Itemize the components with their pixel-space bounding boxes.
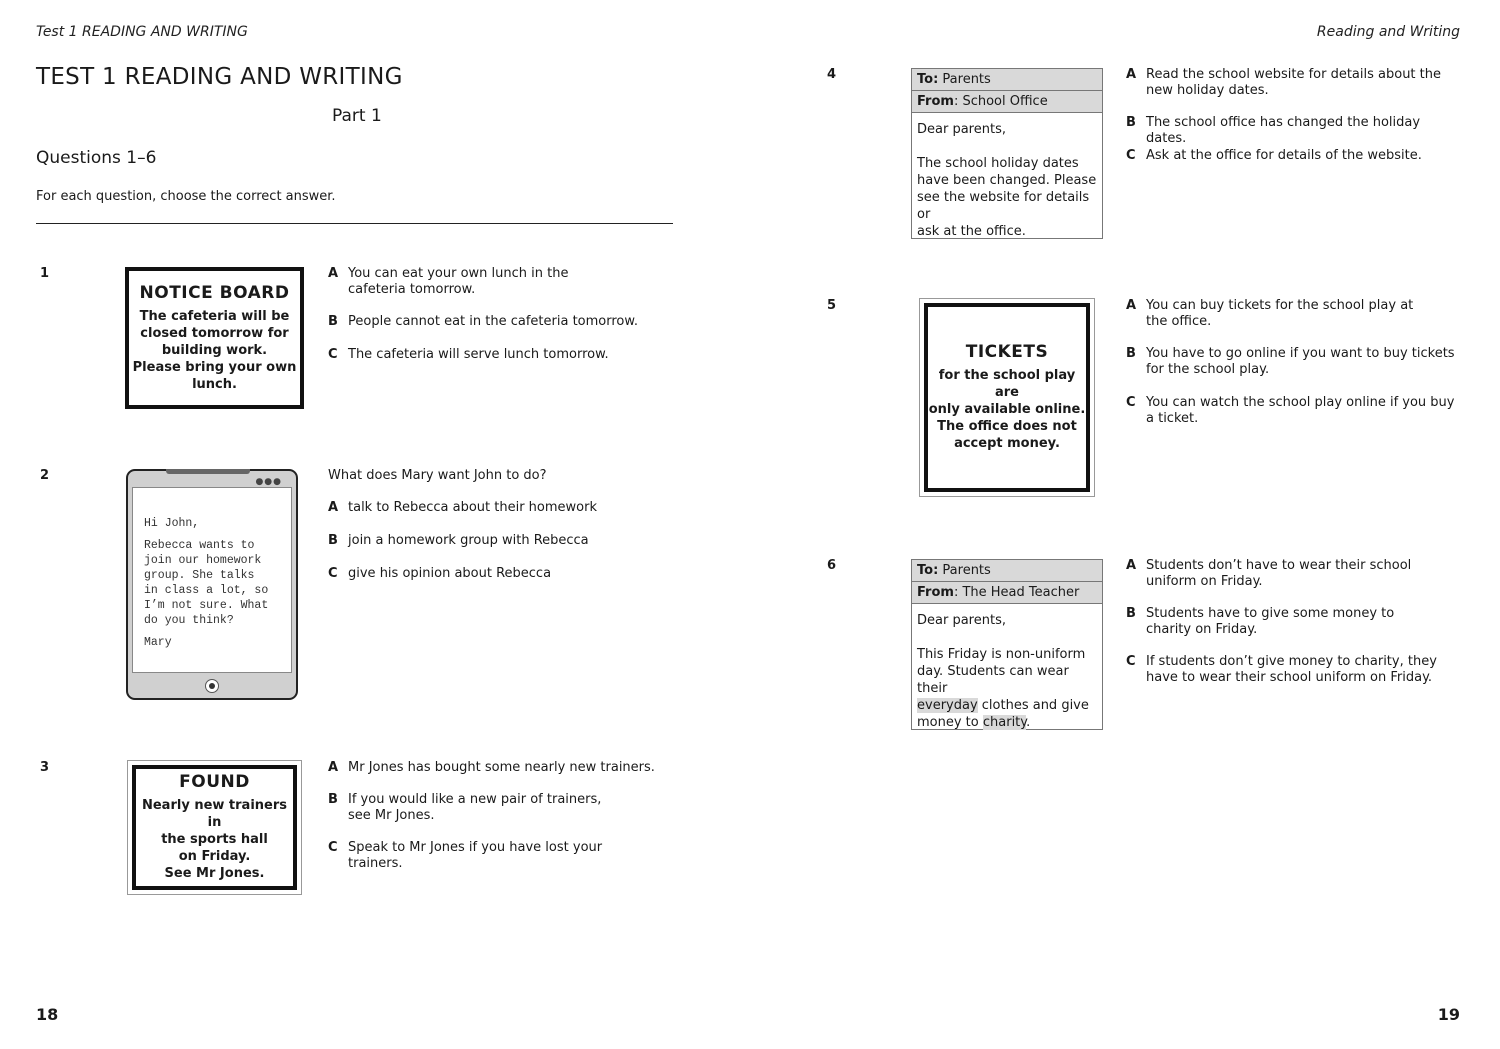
answer-option-2c[interactable] bbox=[328, 566, 648, 582]
option-letter: C bbox=[328, 566, 338, 581]
answer-option-6b[interactable] bbox=[1126, 606, 1436, 638]
question-number-6: 6 bbox=[827, 558, 837, 573]
memo-to-row bbox=[912, 560, 1102, 582]
option-text: If students don’t give money to charity, they have to wear their school uniform on Friday. bbox=[1146, 654, 1437, 685]
found-sign bbox=[127, 760, 302, 895]
questions-heading: Questions 1–6 bbox=[36, 148, 157, 168]
memo-text: money to bbox=[917, 715, 983, 730]
option-text: talk to Rebecca about their homework bbox=[348, 500, 597, 515]
sign-heading: FOUND bbox=[179, 771, 250, 792]
option-text: You can eat your own lunch in the cafeteria tomorrow. bbox=[348, 266, 569, 297]
option-letter: B bbox=[1126, 606, 1136, 621]
option-letter: A bbox=[328, 500, 339, 515]
message-line: group. She talks bbox=[144, 569, 255, 582]
sign-line: The office does not bbox=[937, 418, 1077, 434]
instruction-text: For each question, choose the correct answer. bbox=[36, 189, 336, 204]
option-letter: A bbox=[1126, 298, 1137, 313]
answer-option-1a[interactable] bbox=[328, 266, 628, 298]
sign-heading: NOTICE BOARD bbox=[139, 283, 290, 303]
message-line: join our homework bbox=[144, 554, 262, 567]
answer-option-6a[interactable] bbox=[1126, 558, 1456, 590]
sign-line: accept money. bbox=[954, 435, 1060, 451]
option-text: If you would like a new pair of trainers, see Mr Jones. bbox=[348, 792, 602, 823]
question-number-5: 5 bbox=[827, 298, 837, 313]
answer-option-4a[interactable] bbox=[1126, 67, 1456, 99]
from-label: From bbox=[917, 585, 954, 600]
answer-option-1c[interactable] bbox=[328, 347, 648, 363]
option-letter: C bbox=[1126, 395, 1136, 410]
option-text: Students don’t have to wear their school uniform on Friday. bbox=[1146, 558, 1412, 589]
answer-option-2a[interactable] bbox=[328, 500, 648, 516]
memo-from-row bbox=[912, 582, 1102, 604]
sign-line: building work. bbox=[161, 343, 268, 358]
answer-option-3b[interactable] bbox=[328, 792, 628, 824]
memo-line bbox=[917, 697, 1097, 714]
message-greeting: Hi John, bbox=[144, 517, 200, 530]
memo-line: see the website for details or bbox=[917, 190, 1090, 222]
option-letter: A bbox=[1126, 67, 1137, 82]
option-letter: B bbox=[328, 314, 338, 329]
question-number-4: 4 bbox=[827, 67, 837, 82]
option-text: give his opinion about Rebecca bbox=[348, 566, 552, 581]
answer-option-3c[interactable] bbox=[328, 840, 658, 872]
message-line: in class a lot, so bbox=[144, 584, 269, 597]
answer-option-2b[interactable] bbox=[328, 533, 648, 549]
phone-speaker bbox=[166, 469, 250, 474]
memo-text: . bbox=[1026, 715, 1031, 730]
found-sign-panel bbox=[132, 765, 297, 890]
phone-message-image bbox=[126, 469, 298, 700]
option-text: You can watch the school play online if you buy a ticket. bbox=[1146, 395, 1455, 426]
running-head-left: Test 1 READING AND WRITING bbox=[36, 24, 248, 40]
message-line: Rebecca wants to bbox=[144, 539, 255, 552]
sign-line: Please bring your own bbox=[132, 360, 297, 375]
option-letter: C bbox=[1126, 148, 1136, 163]
to-label: To: bbox=[917, 563, 939, 578]
option-letter: C bbox=[328, 840, 338, 855]
to-value: Parents bbox=[938, 72, 991, 87]
sign-line: Nearly new trainers in bbox=[141, 797, 288, 830]
option-letter: B bbox=[328, 533, 338, 548]
sign-line: closed tomorrow for bbox=[140, 326, 289, 341]
page-number-left: 18 bbox=[36, 1005, 59, 1024]
memo-line: day. Students can wear their bbox=[917, 664, 1069, 696]
option-text: You can buy tickets for the school play at the office. bbox=[1146, 298, 1414, 329]
memo-salutation: Dear parents, bbox=[917, 613, 1006, 628]
memo-line: have been changed. Please bbox=[917, 173, 1097, 188]
from-value: : School Office bbox=[953, 94, 1048, 109]
page-title: TEST 1 READING AND WRITING bbox=[36, 64, 403, 90]
answer-option-5c[interactable] bbox=[1126, 395, 1456, 427]
option-text: join a homework group with Rebecca bbox=[348, 533, 589, 548]
from-value: : The Head Teacher bbox=[953, 585, 1080, 600]
running-head-right: Reading and Writing bbox=[1316, 24, 1460, 40]
option-text: Mr Jones has bought some nearly new trainers. bbox=[348, 760, 655, 775]
to-label: To: bbox=[917, 72, 939, 87]
highlighted-word: everyday bbox=[917, 698, 978, 713]
memo-text: clothes and give bbox=[977, 698, 1089, 713]
sign-line: See Mr Jones. bbox=[164, 865, 265, 881]
memo-line bbox=[917, 714, 1097, 731]
part-heading: Part 1 bbox=[332, 106, 382, 126]
option-text: Read the school website for details about the new holiday dates. bbox=[1146, 67, 1441, 98]
question-number-2: 2 bbox=[40, 468, 50, 483]
message-signoff: Mary bbox=[144, 636, 172, 649]
home-button-icon bbox=[205, 679, 219, 693]
option-letter: A bbox=[1126, 558, 1137, 573]
question-number-1: 1 bbox=[40, 266, 50, 281]
message-line: do you think? bbox=[144, 614, 234, 627]
tickets-sign bbox=[919, 298, 1095, 497]
memo-line: This Friday is non-uniform bbox=[917, 647, 1086, 662]
memo-body bbox=[912, 604, 1102, 731]
sign-line: the sports hall bbox=[161, 831, 268, 847]
page-number-right: 19 bbox=[1437, 1005, 1460, 1024]
option-text: The school office has changed the holiday dates. bbox=[1146, 115, 1421, 146]
option-text: The cafeteria will serve lunch tomorrow. bbox=[348, 347, 609, 362]
tickets-sign-panel bbox=[924, 303, 1090, 492]
memo-line: The school holiday dates bbox=[917, 156, 1079, 171]
question-number-3: 3 bbox=[40, 760, 50, 775]
notice-board-sign bbox=[125, 267, 304, 409]
option-text: Ask at the office for details of the website. bbox=[1146, 148, 1422, 163]
option-text: You have to go online if you want to buy tickets for the school play. bbox=[1146, 346, 1455, 377]
memo-school-office bbox=[911, 68, 1103, 239]
option-text: Speak to Mr Jones if you have lost your trainers. bbox=[348, 840, 603, 871]
phone-camera-dots: ●●● bbox=[255, 477, 282, 487]
option-letter: B bbox=[1126, 346, 1136, 361]
memo-to-row bbox=[912, 69, 1102, 91]
memo-line: ask at the office. bbox=[917, 224, 1026, 239]
sign-line: only available online. bbox=[928, 401, 1086, 417]
message-line: I’m not sure. What bbox=[144, 599, 269, 612]
sign-line: lunch. bbox=[192, 377, 237, 392]
answer-option-1b[interactable] bbox=[328, 314, 648, 330]
option-text: Students have to give some money to charity on Friday. bbox=[1146, 606, 1395, 637]
option-letter: C bbox=[328, 347, 338, 362]
option-text: People cannot eat in the cafeteria tomorrow. bbox=[348, 314, 638, 329]
from-label: From bbox=[917, 94, 954, 109]
answer-option-4b[interactable] bbox=[1126, 115, 1456, 147]
memo-salutation: Dear parents, bbox=[917, 122, 1006, 137]
option-letter: B bbox=[328, 792, 338, 807]
sign-line: on Friday. bbox=[178, 848, 251, 864]
memo-from-row bbox=[912, 91, 1102, 113]
highlighted-word: charity bbox=[982, 715, 1027, 730]
question-stem-2: What does Mary want John to do? bbox=[328, 468, 547, 483]
phone-screen bbox=[132, 487, 292, 673]
sign-line: The cafeteria will be bbox=[139, 309, 290, 324]
answer-option-5a[interactable] bbox=[1126, 298, 1426, 330]
option-letter: B bbox=[1126, 115, 1136, 130]
answer-option-3a[interactable] bbox=[328, 760, 658, 776]
option-letter: C bbox=[1126, 654, 1136, 669]
to-value: Parents bbox=[938, 563, 991, 578]
sign-line: for the school play are bbox=[938, 367, 1076, 400]
answer-option-5b[interactable] bbox=[1126, 346, 1456, 378]
answer-option-4c[interactable] bbox=[1126, 148, 1456, 164]
option-letter: A bbox=[328, 266, 339, 281]
divider-rule bbox=[36, 223, 673, 224]
memo-head-teacher bbox=[911, 559, 1103, 730]
sign-heading: TICKETS bbox=[965, 341, 1049, 362]
memo-body bbox=[912, 113, 1102, 240]
answer-option-6c[interactable] bbox=[1126, 654, 1456, 686]
option-letter: A bbox=[328, 760, 339, 775]
